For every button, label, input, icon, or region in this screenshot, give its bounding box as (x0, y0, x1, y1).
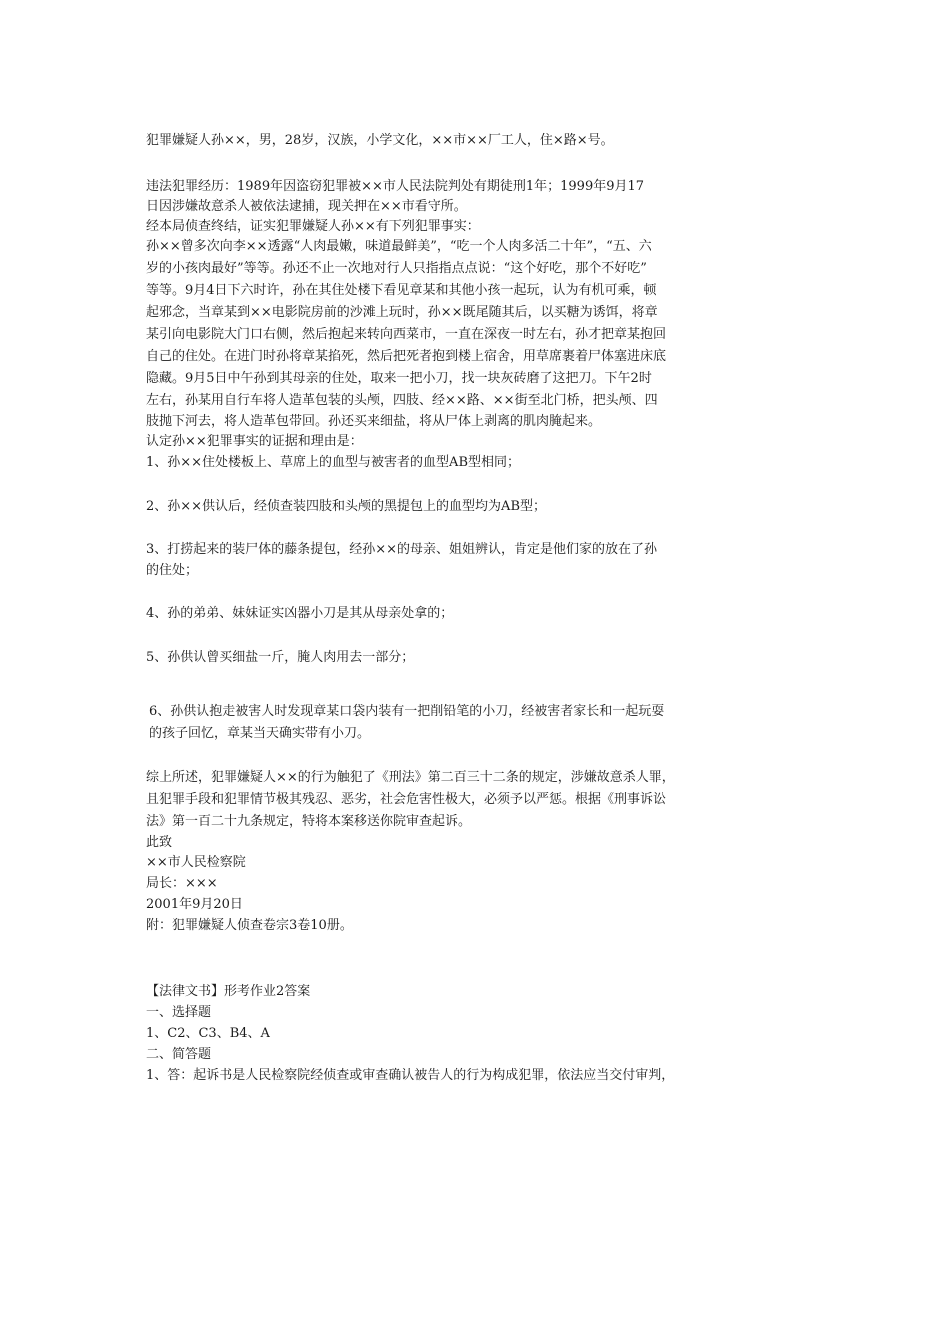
evidence-item-5: 5、孙供认曾买细盐一斤，腌人肉用去一部分； (146, 650, 415, 665)
text-line: 自己的住处。在进门时孙将章某掐死，然后把死者抱到楼上宿舍，用草席裹着尸体塞进床底 (146, 349, 667, 364)
text-line: 日因涉嫌故意杀人被依法逮捕，现关押在××市看守所。 (146, 199, 467, 214)
text-line: 违法犯罪经历：1989年因盗窃犯罪被××市人民法院判处有期徒刑1年；1999年9月17 (146, 179, 645, 194)
suspect-info: 犯罪嫌疑人孙××，男，28岁，汉族，小学文化，××市××厂工人，住×路×号。 (146, 133, 614, 148)
text-line: 认定孙××犯罪事实的证据和理由是： (146, 434, 363, 449)
evidence-item-2: 2、孙××供认后，经侦查装四肢和头颅的黑提包上的血型均为AB型； (146, 499, 546, 514)
text-line: 隐藏。9月5日中午孙到其母亲的住处，取来一把小刀，找一块灰砖磨了这把刀。下午2时 (146, 371, 652, 386)
evidence-item-3: 3、打捞起来的装尸体的藤条提包，经孙××的母亲、姐姐辨认，肯定是他们家的放在了孙 (146, 542, 658, 557)
evidence-item-1: 1、孙××住处楼板上、草席上的血型与被害者的血型AB型相同； (146, 455, 520, 470)
text-line: 的住处； (146, 563, 199, 578)
salutation: 此致 (146, 835, 173, 850)
section-heading: 二、简答题 (146, 1047, 212, 1062)
text-line: 起邪念，当章某到××电影院房前的沙滩上玩时，孙××既尾随其后，以买糖为诱饵，将章 (146, 305, 658, 320)
section-title: 【法律文书】形考作业2答案 (146, 984, 311, 999)
text-line: 左右，孙某用自行车将人造革包装的头颅，四肢、经××路、××街至北门桥，把头颅、四 (146, 393, 658, 408)
text-line: 的孩子回忆，章某当天确实带有小刀。 (149, 726, 371, 741)
text-line: 某引向电影院大门口右侧，然后抱起来转向西菜市，一直在深夜一时左右，孙才把章某抱回 (146, 327, 667, 342)
document-date: 2001年9月20日 (146, 897, 243, 912)
conclusion-line: 综上所述，犯罪嫌疑人××的行为触犯了《刑法》第二百三十二条的规定，涉嫌故意杀人罪， (146, 770, 675, 785)
text-line: 等等。9月4日下六时许，孙在其住处楼下看见章某和其他小孩一起玩，认为有机可乘，顿 (146, 283, 657, 298)
text-line: 经本局侦查终结，证实犯罪嫌疑人孙××有下列犯罪事实： (146, 219, 480, 234)
evidence-item-4: 4、孙的弟弟、妹妹证实凶器小刀是其从母亲处拿的； (146, 606, 454, 621)
attachment-note: 附：犯罪嫌疑人侦查卷宗3卷10册。 (146, 918, 353, 933)
conclusion-line: 法》第一百二十九条规定，特将本案移送你院审查起诉。 (146, 814, 472, 829)
text-line: 孙××曾多次向李××透露“人肉最嫩，味道最鲜美”，“吃一个人肉多活二十年”，“五、六 (146, 239, 652, 254)
answer-line: 1、答：起诉书是人民检察院经侦查或审查确认被告人的行为构成犯罪，依法应当交付审判， (146, 1068, 675, 1083)
text-line: 肢抛下河去，将人造革包带回。孙还买来细盐，将从尸体上剥离的肌肉腌起来。 (146, 414, 602, 429)
section-heading: 一、选择题 (146, 1005, 212, 1020)
text-line: 岁的小孩肉最好”等等。孙还不止一次地对行人只指指点点说：“这个好吃，那个不好吃” (146, 261, 647, 276)
answer-line: 1、C2、C3、B4、A (146, 1026, 270, 1041)
signatory: 局长：××× (146, 876, 218, 891)
conclusion-line: 且犯罪手段和犯罪情节极其残忍、恶劣，社会危害性极大，必须予以严惩。根据《刑事诉讼 (146, 792, 667, 807)
addressee: ××市人民检察院 (146, 855, 246, 870)
evidence-item-6: 6、孙供认抱走被害人时发现章某口袋内装有一把削铅笔的小刀，经被害者家长和一起玩耍 (149, 704, 665, 719)
